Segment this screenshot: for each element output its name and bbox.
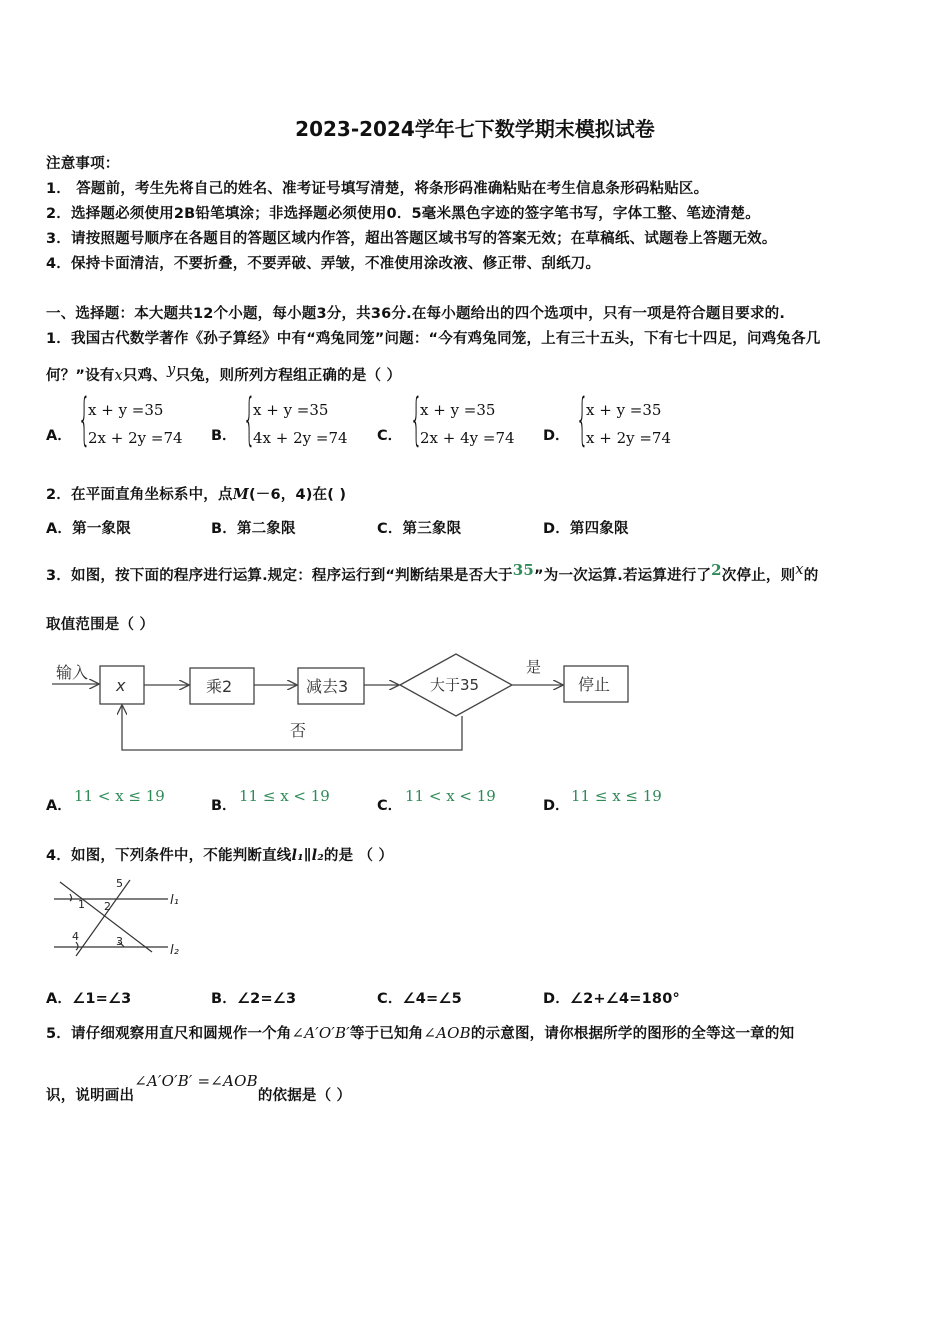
notice-item-2: 2．选择题必须使用2B铅笔填涂；非选择题必须使用0．5毫米黑色字迹的签字笔书写，字体工整、笔迹清楚。 bbox=[46, 206, 760, 222]
q1-option-a-eq1: x + y =35 bbox=[88, 401, 164, 419]
q3-option-b-text: 11 ≤ x < 19 bbox=[239, 787, 330, 805]
q3-option-d-label: D． bbox=[543, 798, 570, 814]
q2-text-b: (－6，4)在( ) bbox=[248, 487, 347, 503]
q1-option-a-eq2: 2x + 2y =74 bbox=[88, 429, 183, 447]
q1-option-b-label: B． bbox=[211, 428, 237, 444]
q3-option-b-label: B． bbox=[211, 798, 237, 814]
q5-text-d: 识，说明画出 bbox=[46, 1088, 135, 1104]
q1-text-b: 只鸡、 bbox=[122, 368, 168, 384]
q4-angle-4: 4 bbox=[72, 930, 79, 943]
q4-angle-5: 5 bbox=[116, 877, 123, 890]
flow-diamond-text: 大于35 bbox=[430, 676, 480, 694]
q4-angle-2: 2 bbox=[104, 900, 111, 913]
q1-option-c-eq2: 2x + 4y =74 bbox=[420, 429, 515, 447]
q3-num-2: 2 bbox=[711, 561, 722, 579]
q2-option-a: A．第一象限 bbox=[46, 521, 131, 537]
section-heading: 一、选择题：本大题共12个小题，每小题3分，共36分.在每小题给出的四个选项中，只有一项是符合题目要求的. bbox=[46, 306, 786, 322]
notice-heading: 注意事项： bbox=[46, 156, 120, 172]
q3-text-d: 的 bbox=[803, 568, 819, 584]
q4-label-l1: l₁ bbox=[170, 893, 179, 908]
q1-option-c-system: { x + y =35 2x + 4y =74 bbox=[410, 387, 515, 452]
q4-figure bbox=[46, 872, 196, 964]
q4-option-d: D．∠2+∠4=180° bbox=[543, 991, 680, 1007]
flow-box-sub-text: 减去3 bbox=[306, 677, 349, 696]
flow-box-x-text: x bbox=[116, 676, 126, 695]
q1-var-x: x bbox=[114, 368, 123, 384]
q1-option-d-eq2: x + 2y =74 bbox=[586, 429, 672, 447]
q1-option-c-eq1: x + y =35 bbox=[420, 401, 496, 419]
q3-option-a-text: 11 < x ≤ 19 bbox=[74, 787, 165, 805]
q4-label-l2: l₂ bbox=[170, 943, 179, 958]
q2-text-a: 2．在平面直角坐标系中，点 bbox=[46, 487, 233, 503]
q1-option-c-label: C． bbox=[377, 428, 403, 444]
q3-option-c-text: 11 < x < 19 bbox=[405, 787, 496, 805]
q3-var-x: x bbox=[795, 562, 804, 578]
q5-text-c: 的示意图，请你根据所学的图形的全等这一章的知 bbox=[470, 1026, 795, 1042]
flow-box-mul-text: 乘2 bbox=[206, 677, 233, 696]
q5-stem-line2 bbox=[46, 1072, 352, 1105]
q1-option-b-eq2: 4x + 2y =74 bbox=[253, 429, 348, 447]
q1-option-b-system: { x + y =35 4x + 2y =74 bbox=[243, 387, 348, 452]
q5-equation: ∠A′O′B′ =∠AOB bbox=[134, 1072, 258, 1090]
q4-lines: l₁∥l₂ bbox=[291, 847, 324, 864]
q2-option-d: D．第四象限 bbox=[543, 521, 629, 537]
q1-option-a-system: { x + y =35 2x + 2y =74 bbox=[78, 387, 183, 452]
q3-option-d-text: 11 ≤ x ≤ 19 bbox=[571, 787, 662, 805]
q4-angle-1: 1 bbox=[78, 898, 85, 911]
q1-text-c: 只兔，则所列方程组正确的是（ ） bbox=[175, 368, 402, 384]
notice-item-3: 3．请按照题号顺序在各题目的答题区域内作答，超出答题区域书写的答案无效；在草稿纸、试题卷上答题无效。 bbox=[46, 231, 777, 247]
q2-point: M bbox=[232, 486, 249, 503]
q1-option-d-system: { x + y =35 x + 2y =74 bbox=[576, 387, 672, 452]
q5-angle-1: ∠A′O′B′ bbox=[291, 1024, 350, 1042]
q1-option-b-eq1: x + y =35 bbox=[253, 401, 329, 419]
q5-text-a: 5．请仔细观察用直尺和圆规作一个角 bbox=[46, 1026, 292, 1042]
q2-option-b: B．第二象限 bbox=[211, 521, 296, 537]
q3-stem-line2: 取值范围是（ ） bbox=[46, 617, 155, 633]
q1-stem-line1: 1．我国古代数学著作《孙子算经》中有“鸡兔同笼”问题：“今有鸡兔同笼，上有三十五头，下有七十四足，问鸡兔各几 bbox=[46, 331, 821, 347]
q4-angle-3: 3 bbox=[116, 935, 123, 948]
q4-option-b: B．∠2=∠3 bbox=[211, 991, 297, 1007]
q2-stem bbox=[46, 483, 346, 504]
flow-box-stop-text: 停止 bbox=[578, 675, 611, 694]
q3-num-35: 35 bbox=[512, 561, 535, 579]
q3-option-c-label: C． bbox=[377, 798, 403, 814]
notice-item-1: 1． 答题前，考生先将自己的姓名、准考证号填写清楚，将条形码准确粘贴在考生信息条形码粘贴区。 bbox=[46, 181, 709, 197]
q2-option-c: C．第三象限 bbox=[377, 521, 462, 537]
q1-var-y: y bbox=[167, 362, 176, 378]
flow-input-label: 输入 bbox=[56, 663, 89, 682]
q3-text-c: 次停止，则 bbox=[721, 568, 796, 584]
q3-text-a: 3．如图，按下面的程序进行运算.规定：程序运行到“判断结果是否大于 bbox=[46, 568, 513, 584]
q5-text-e: 的依据是（ ） bbox=[257, 1088, 352, 1104]
q1-option-d-label: D． bbox=[543, 428, 570, 444]
q1-text-a: 何？”设有 bbox=[46, 368, 115, 384]
q4-stem bbox=[46, 844, 393, 865]
q1-option-d-eq1: x + y =35 bbox=[586, 401, 662, 419]
q5-angle-2: ∠AOB bbox=[423, 1024, 471, 1042]
q5-text-b: 等于已知角 bbox=[349, 1026, 424, 1042]
page-title: 2023-2024学年七下数学期末模拟试卷 bbox=[295, 117, 655, 141]
q1-option-a-label: A． bbox=[46, 428, 72, 444]
q1-stem-line2 bbox=[46, 364, 401, 385]
q4-option-a: A．∠1=∠3 bbox=[46, 991, 132, 1007]
q3-option-a-label: A． bbox=[46, 798, 72, 814]
notice-item-4: 4．保持卡面清洁，不要折叠，不要弄破、弄皱，不准使用涂改液、修正带、刮纸刀。 bbox=[46, 256, 601, 272]
flow-yes-label: 是 bbox=[526, 658, 542, 676]
q4-text-a: 4．如图，下列条件中，不能判断直线 bbox=[46, 848, 292, 864]
q4-option-c: C．∠4=∠5 bbox=[377, 991, 462, 1007]
q5-stem-line1 bbox=[46, 1022, 794, 1043]
q3-stem-line1 bbox=[46, 561, 819, 585]
q3-text-b: ”为一次运算.若运算进行了 bbox=[534, 568, 712, 584]
q3-flowchart bbox=[46, 648, 646, 758]
q4-text-b: 的是 （ ） bbox=[323, 848, 394, 864]
flow-no-label: 否 bbox=[290, 721, 307, 740]
